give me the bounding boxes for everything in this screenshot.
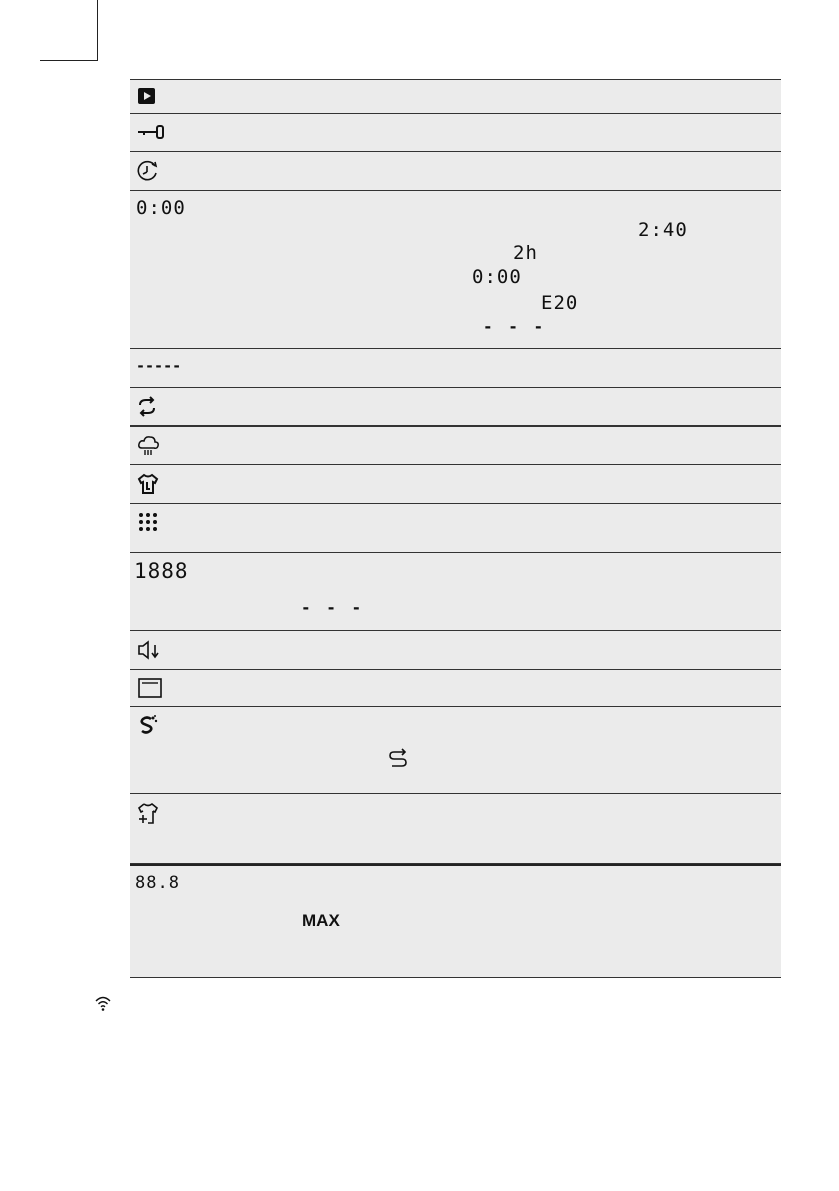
steam-icon xyxy=(137,435,161,457)
crop-mark-vertical xyxy=(97,0,98,60)
time-display-icon: 0:00 xyxy=(136,197,186,219)
stain-icon xyxy=(137,714,159,736)
table-row xyxy=(130,191,781,349)
table-row xyxy=(130,152,781,191)
stain-loop-icon xyxy=(387,747,411,769)
delay-timer-icon xyxy=(137,160,159,182)
example-time-remaining: 2:40 xyxy=(638,219,688,241)
drum-icon xyxy=(137,677,163,699)
example-hours: 2h xyxy=(513,242,538,264)
table-row xyxy=(130,631,781,670)
table-row xyxy=(130,426,781,465)
table-row xyxy=(130,80,781,114)
wifi-icon xyxy=(94,994,112,1012)
play-icon xyxy=(137,86,157,106)
example-zero-time: 0:00 xyxy=(472,266,522,288)
table-row xyxy=(130,794,781,864)
table-row xyxy=(130,504,781,553)
example-dashes: - - - xyxy=(483,317,547,336)
table-row xyxy=(130,670,781,707)
table-row xyxy=(130,465,781,504)
shirt-icon xyxy=(137,473,159,495)
crop-mark-horizontal xyxy=(40,60,98,61)
key-lock-icon xyxy=(137,124,167,140)
example-dashes: - - - xyxy=(301,598,365,617)
table-row xyxy=(130,707,781,794)
add-garment-icon xyxy=(137,802,161,826)
table-row xyxy=(130,388,781,426)
dashes-icon: ----- xyxy=(136,357,182,375)
rinse-cycle-icon xyxy=(137,396,157,418)
spin-display-icon: 1888 xyxy=(134,559,189,583)
max-label: MAX xyxy=(302,911,340,930)
table-row xyxy=(130,864,781,978)
table-row xyxy=(130,114,781,152)
sound-down-icon xyxy=(137,639,161,661)
weight-display-icon: 88.8 xyxy=(135,873,180,893)
dots-grid-icon xyxy=(137,511,159,533)
table-row xyxy=(130,349,781,388)
table-row xyxy=(130,553,781,631)
display-symbols-table xyxy=(130,79,781,978)
example-error-code: E20 xyxy=(541,292,579,314)
